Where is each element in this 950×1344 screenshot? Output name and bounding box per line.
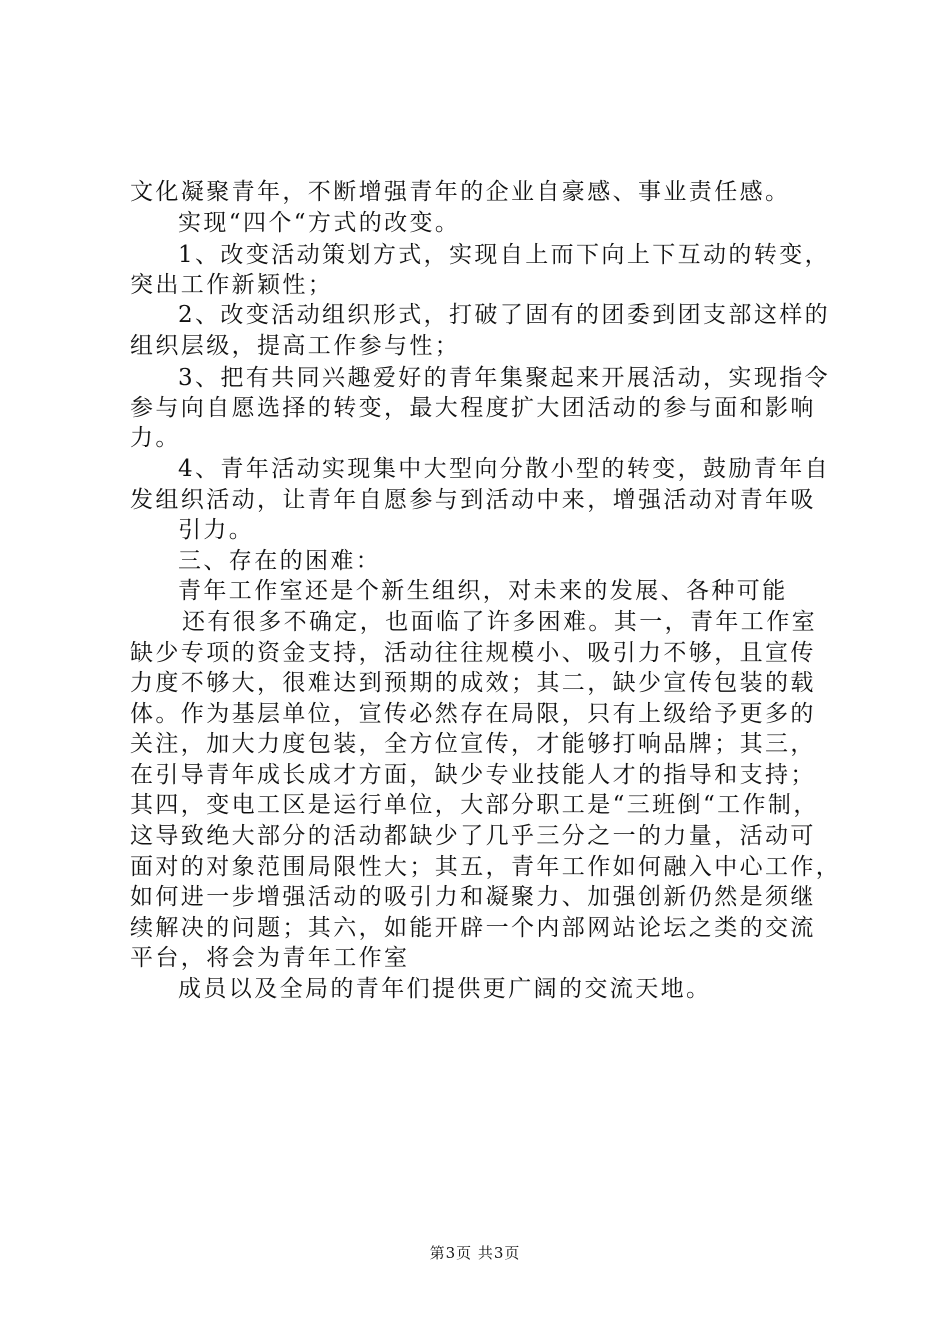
paragraph-line: 力。: [130, 425, 181, 451]
paragraph-line: 缺少专项的资金支持，活动往往规模小、吸引力不够，且宣传: [130, 640, 816, 666]
paragraph-line: 青年工作室还是个新生组织，对未来的发展、各种可能: [178, 578, 788, 604]
paragraph-line: 其四，变电工区是运行单位，大部分职工是“三班倒“工作制，: [130, 792, 819, 818]
paragraph-line: 突出工作新颖性；: [130, 272, 334, 298]
paragraph-line: 3、把有共同兴趣爱好的青年集聚起来开展活动，实现指令: [178, 365, 831, 391]
paragraph-line: 这导致绝大部分的活动都缺少了几乎三分之一的力量，活动可: [130, 823, 816, 849]
paragraph-line: 实现“四个“方式的改变。: [178, 210, 461, 236]
paragraph-line: 如何进一步增强活动的吸引力和凝聚力、加强创新仍然是须继: [130, 884, 816, 910]
paragraph-line: 1、改变活动策划方式，实现自上而下向上下互动的转变，: [178, 242, 831, 268]
paragraph-line: 力度不够大，很难达到预期的成效；其二，缺少宣传包装的载: [130, 670, 816, 696]
paragraph-line: 在引导青年成长成才方面，缺少专业技能人才的指导和支持；: [130, 762, 816, 788]
paragraph-line: 面对的对象范围局限性大；其五，青年工作如何融入中心工作，: [130, 854, 842, 880]
paragraph-line: 续解决的问题；其六，如能开辟一个内部网站论坛之类的交流: [130, 915, 816, 941]
section-heading: 三、存在的困难：: [178, 548, 382, 574]
paragraph-line: 平台，将会为青年工作室: [130, 945, 410, 971]
paragraph-line: 体。作为基层单位，宣传必然存在局限，只有上级给予更多的: [130, 701, 816, 727]
paragraph-line: 组织层级，提高工作参与性；: [130, 333, 461, 359]
paragraph-line: 文化凝聚青年，不断增强青年的企业自豪感、事业责任感。: [130, 179, 791, 205]
page-number-footer: 第3页 共3页: [429, 1244, 521, 1262]
paragraph-line: 发组织活动，让青年自愿参与到活动中来，增强活动对青年吸: [130, 487, 816, 513]
paragraph-line: 关注，加大力度包装，全方位宣传，才能够打响品牌；其三，: [130, 731, 816, 757]
paragraph-line: 2、改变活动组织形式，打破了固有的团委到团支部这样的: [178, 302, 831, 328]
paragraph-line: 4、青年活动实现集中大型向分散小型的转变，鼓励青年自: [178, 456, 831, 482]
paragraph-line: 引力。: [178, 517, 255, 543]
paragraph-line: 还有很多不确定，也面临了许多困难。其一，青年工作室: [182, 609, 817, 635]
paragraph-line: 成员以及全局的青年们提供更广阔的交流天地。: [178, 976, 712, 1002]
paragraph-line: 参与向自愿选择的转变，最大程度扩大团活动的参与面和影响: [130, 395, 816, 421]
